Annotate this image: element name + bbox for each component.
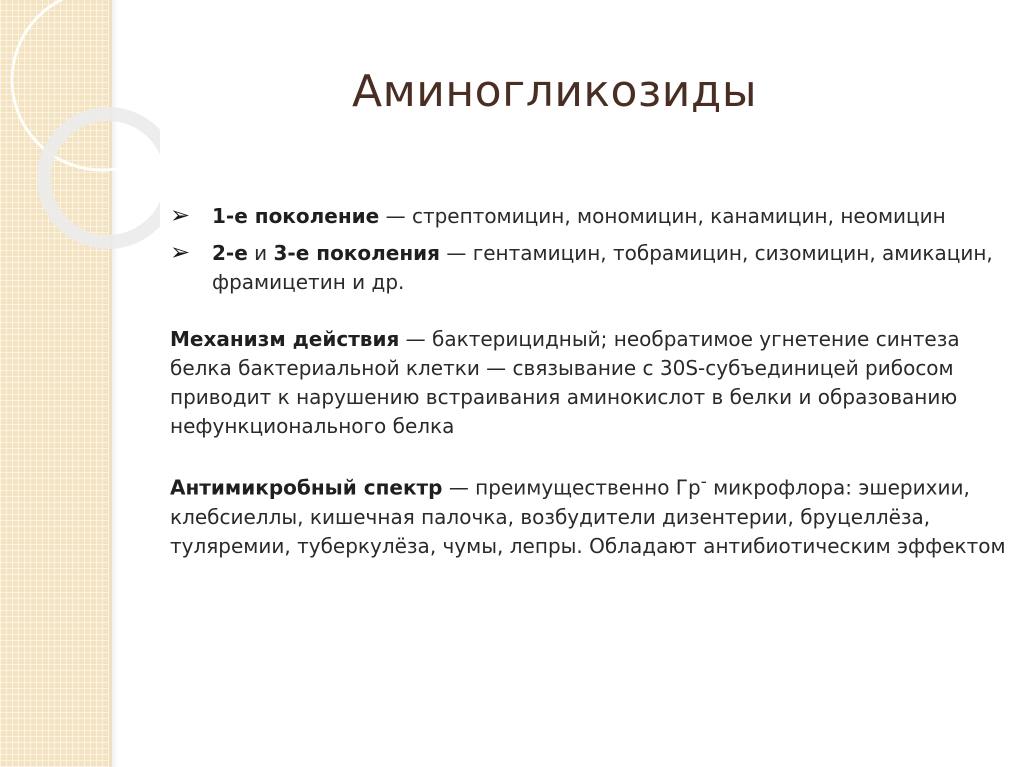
mechanism-text: — бактерицидный; необратимое угнетение синтеза белка бактериальной клетки — связывание с 30S-субъединицей рибосом приводит к нарушению встраивания аминокислот в белки и образованию нефункционального белка (170, 327, 960, 438)
bullet-text: — гентамицин, тобрамицин, сизомицин, амикацин, фрамицетин и др. (212, 241, 993, 294)
small-ring (44, 114, 160, 242)
spectrum-paragraph (170, 467, 1010, 561)
gram-negative-superscript: - (700, 472, 707, 491)
mechanism-lead: Механизм действия (170, 327, 400, 351)
decorative-rings (0, 0, 160, 260)
slide-content (170, 202, 1010, 561)
slide-title: Аминогликозиды (352, 66, 758, 117)
spectrum-lead: Антимикробный спектр (170, 475, 443, 500)
bullet-lead: 2-е (212, 241, 248, 265)
arrow-bullet-icon: ➢ (170, 201, 191, 229)
bullet-mid: и (247, 241, 274, 265)
large-ring (12, 0, 160, 170)
bullet-lead: 1-е поколение (212, 204, 380, 228)
bullet-first-generation (170, 202, 1010, 231)
mechanism-paragraph (170, 325, 1010, 441)
spectrum-text-after: микрофлора: эшерихии, клебсиеллы, кишечная палочка, возбудители дизентерии, бруцеллёза, туляремии, туберкулёза, чумы, лепры. Обладают антибиотическим эффектом (170, 475, 1006, 558)
spectrum-text-before: — преимущественно Гр (442, 475, 701, 500)
arrow-bullet-icon: ➢ (170, 238, 191, 266)
bullet-text: — стрептомицин, мономицин, канамицин, неомицин (379, 204, 946, 228)
bullet-second-third-generation (170, 239, 1010, 297)
bullet-lead-2: 3-е поколения (273, 241, 441, 265)
